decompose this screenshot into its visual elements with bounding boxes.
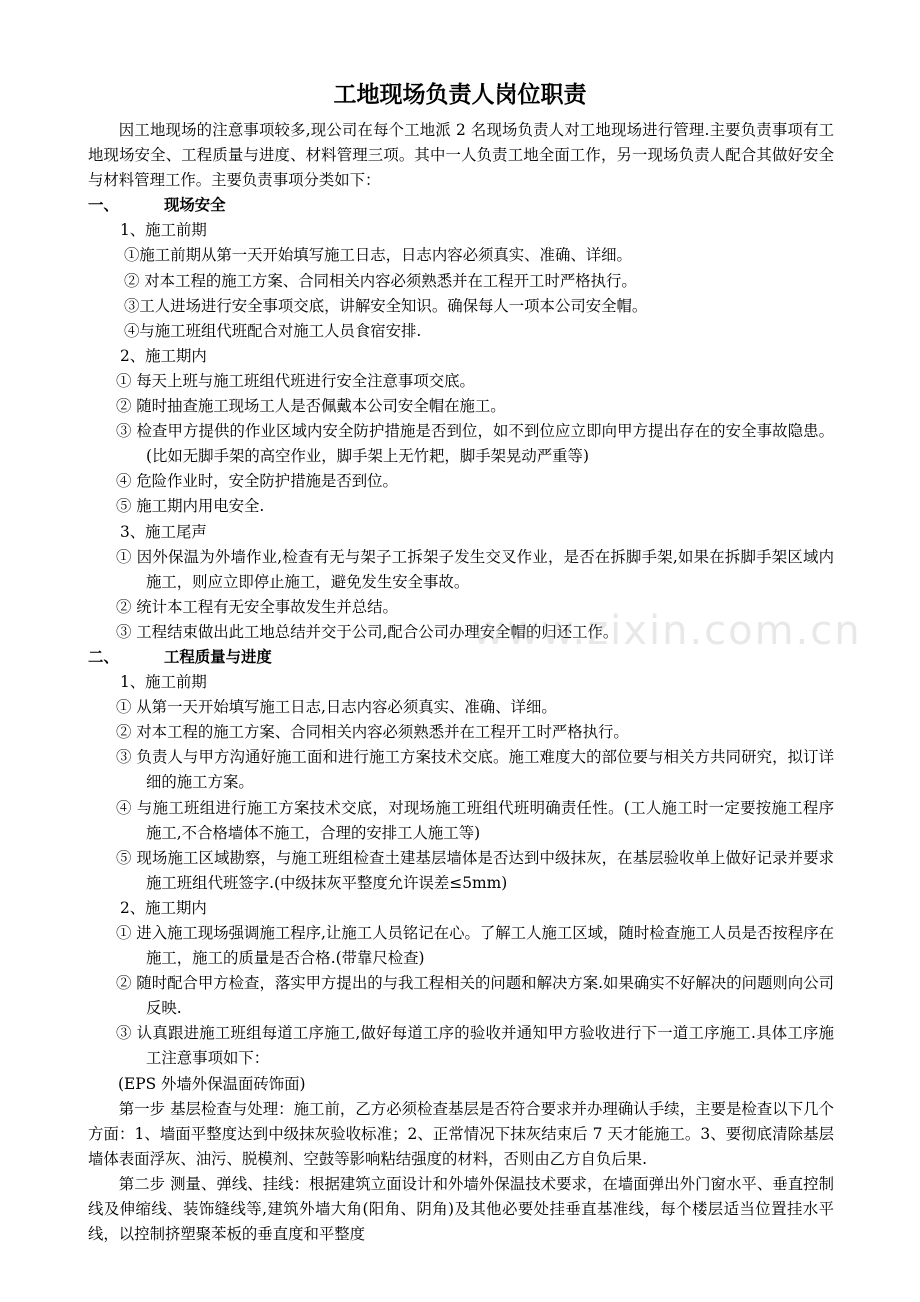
section-number: 一、: [88, 196, 119, 215]
list-item: ④ 危险作业时，安全防护措施是否到位。: [116, 472, 398, 491]
phase-label: 1、施工前期: [120, 221, 207, 240]
list-item: ② 随时抽查施工现场工人是否佩戴本公司安全帽在施工。: [116, 397, 506, 416]
intro-paragraph: 因工地现场的注意事项较多,现公司在每个工地派 2 名现场负责人对工地现场进行管理.主要负责事项有工地现场安全、工程质量与进度、材料管理三项。其中一人负责工地全面工作，另一现场负责人配合其做好安全与材料管理工作。主要负责事项分类如下：: [88, 121, 834, 190]
list-item: ① 从第一天开始填写施工日志,日志内容必须真实、准确、详细。: [116, 698, 557, 717]
list-item: ⑤ 施工期内用电安全.: [116, 497, 265, 516]
phase-label: 3、施工尾声: [120, 522, 207, 541]
list-item: ① 每天上班与施工班组代班进行安全注意事项交底。: [116, 371, 475, 390]
section-heading-safety: [88, 193, 834, 218]
phase-label: 1、施工前期: [120, 673, 207, 692]
list-item: ① 因外保温为外墙作业,检查有无与架子工拆架子发生交叉作业，是否在拆脚手架,如果在拆脚手架区域内施工，则应立即停止施工，避免发生安全事故。: [116, 547, 834, 591]
document-title: 工地现场负责人岗位职责: [333, 82, 587, 108]
phase-label: 2、施工期内: [120, 898, 207, 917]
step-paragraph: 第二步 测量、弹线、挂线：根据建筑立面设计和外墙外保温技术要求，在墙面弹出外门窗水平、垂直控制线及伸缩线、装饰缝线等,建筑外墙大角(阳角、阴角)及其他必要处挂垂直基准线，每个楼层适当位置挂水平线，以控制挤塑聚苯板的垂直度和平整度: [88, 1174, 834, 1244]
list-item: ④与施工班组代班配合对施工人员食宿安排.: [124, 321, 422, 340]
eps-label: (EPS 外墙外保温面砖饰面): [118, 1074, 306, 1093]
list-item: ③工人进场进行安全事项交底，讲解安全知识。确保每人一项本公司安全帽。: [124, 296, 648, 315]
list-item: ④ 与施工班组进行施工方案技术交底，对现场施工班组代班明确责任性。(工人施工时一定要按施工程序施工,不合格墙体不施工，合理的安排工人施工等): [116, 798, 834, 842]
section-title: 现场安全: [164, 196, 226, 215]
section-title: 工程质量与进度: [164, 647, 272, 666]
list-item: ③ 工程结束做出此工地总结并交于公司,配合公司办理安全帽的归还工作。: [116, 622, 619, 641]
document-body: [88, 118, 834, 1247]
step-paragraph: 第一步 基层检查与处理：施工前，乙方必须检查基层是否符合要求并办理确认手续，主要是检查以下几个方面：1、墙面平整度达到中级抹灰验收标准；2、正常情况下抹灰结束后 7 天才能施工。3、要彻底清除基层墙体表面浮灰、油污、脱模剂、空鼓等影响粘结强度的材料，否则由乙方自负后果.: [88, 1099, 835, 1168]
list-item: ② 对本工程的施工方案、合同相关内容必须熟悉并在工程开工时严格执行。: [116, 723, 629, 742]
list-item: ① 进入施工现场强调施工程序,让施工人员铭记在心。了解工人施工区域，随时检查施工人员是否按程序在施工，施工的质量是否合格.(带靠尺检查): [116, 924, 834, 968]
list-item: ③ 检查甲方提供的作业区域内安全防护措施是否到位，如不到位应立即向甲方提出存在的安全事故隐患。(比如无脚手架的高空作业，脚手架上无竹耙，脚手架晃动严重等): [116, 422, 834, 466]
list-item: ③ 认真跟进施工班组每道工序施工,做好每道工序的验收并通知甲方验收进行下一道工序施工.具体工序施工注意事项如下：: [116, 1024, 834, 1068]
section-number: 二、: [88, 647, 119, 666]
phase-label: 2、施工期内: [120, 346, 207, 365]
list-item: ⑤ 现场施工区域勘察，与施工班组检查土建基层墙体是否达到中级抹灰，在基层验收单上做好记录并要求施工班组代班签字.(中级抹灰平整度允许误差≤5mm): [116, 848, 834, 892]
list-item: ② 对本工程的施工方案、合同相关内容必须熟悉并在工程开工时严格执行。: [124, 271, 637, 290]
list-item: ③ 负责人与甲方沟通好施工面和进行施工方案技术交底。施工难度大的部位要与相关方共同研究，拟订详细的施工方案。: [116, 748, 834, 792]
list-item: ② 统计本工程有无安全事故发生并总结。: [116, 597, 398, 616]
list-item: ①施工前期从第一天开始填写施工日志，日志内容必须真实、准确、详细。: [124, 246, 632, 265]
watermark: www.zixin.com.cn: [472, 608, 862, 654]
list-item: ② 随时配合甲方检查，落实甲方提出的与我工程相关的问题和解决方案.如果确实不好解决的问题则向公司反映.: [116, 974, 834, 1018]
